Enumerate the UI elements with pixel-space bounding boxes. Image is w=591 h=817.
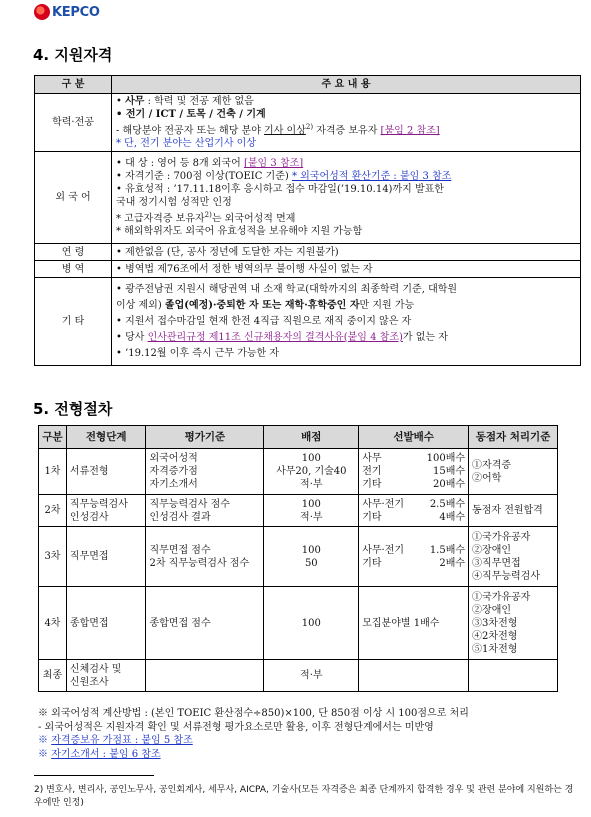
other-line-disqualify: • 당사 인사관리규정 제11조 신규채용자의 결격사유(붙임 4 참조)가 없는 자 bbox=[116, 331, 448, 343]
lang-line-valid: • 유효성적 : ’17.11.18이후 응시하고 접수 마감일(’19.10.14)까지 발표한 bbox=[116, 184, 444, 196]
other-line-region-cont: 이상 제외) 졸업(예정)·중퇴한 자 또는 재학·휴학중인 자만 지원 가능 bbox=[116, 299, 415, 311]
proc-header-score: 배점 bbox=[264, 426, 359, 449]
other-line-start: • ’19.12월 이후 즉시 근무 가능한 자 bbox=[116, 347, 280, 359]
note-language-calc: ※ 외국어성적 계산방법 : (본인 TOEIC 환산점수÷850)×100, 단 850점 이상 시 100점으로 처리 bbox=[38, 708, 469, 719]
qual-label-age: 연 령 bbox=[35, 244, 112, 261]
lang-line-criteria: • 자격기준 : 700점 이상(TOEIC 기준) * 외국어성적 환산기준 : 붙임 3 참조 bbox=[116, 171, 452, 183]
qual-header-category: 구 분 bbox=[35, 76, 112, 94]
attachment-6-link[interactable]: 자기소개서 : 붙임 6 참조 bbox=[51, 748, 161, 760]
kepco-logo-icon bbox=[34, 4, 50, 20]
section-title-procedure: 5. 전형절차 bbox=[33, 400, 113, 418]
note-self-intro: ※ 자기소개서 : 붙임 6 참조 bbox=[38, 748, 161, 760]
table-row: 2차 직무능력검사 인성검사 직무능력검사 점수 인성검사 결과 100 적·부 사무·전기 2.5배수 기타 4배수 동점자 전원합격 bbox=[39, 495, 558, 527]
qual-content-military: • 병역법 제76조에서 정한 병역의무 불이행 사실이 없는 자 bbox=[112, 261, 581, 278]
table-row: 4차 종합면접 종합면접 점수 100 모집분야별 1배수 ①국가유공자 ②장애인 ③3차전형 ④2차전형 ⑤1차전형 bbox=[39, 587, 558, 660]
other-line-employee: • 지원서 접수마감일 현재 한전 4직급 직원으로 재직 중이지 않은 자 bbox=[116, 315, 412, 327]
procedure-table bbox=[38, 425, 558, 692]
qual-label-other: 기 타 bbox=[35, 278, 112, 366]
conversion-standard-link[interactable]: * 외국어성적 환산기준 : 붙임 3 참조 bbox=[291, 171, 452, 183]
qual-label-language: 외 국 어 bbox=[35, 152, 112, 244]
footnote-divider bbox=[34, 775, 154, 776]
table-row: 1차 서류전형 외국어성적 자격증가점 자기소개서 100 사무20, 기술40 적·부 사무 100배수 전기 15배수 기타 20배수 ①자격증 ②어학 bbox=[39, 449, 558, 495]
proc-header-stage: 구분 bbox=[39, 426, 67, 449]
edu-line-major: - 해당분야 전공자 또는 해당 분야 기사 이상$^{2)}$ 자격증 보유자 [붙임 2 참조] bbox=[116, 123, 440, 137]
lang-line-overseas: * 해외학위자도 외국어 유효성적을 보유해야 지원 가능함 bbox=[116, 226, 363, 238]
qual-content-education bbox=[112, 94, 581, 152]
qual-content-other bbox=[112, 278, 581, 366]
proc-header-step: 전형단계 bbox=[66, 426, 146, 449]
note-language-usage: - 외국어성적은 지원자격 확인 및 서류전형 평가요소로만 활용, 이후 전형단계에서는 미반영 bbox=[38, 721, 434, 733]
proc-header-tie: 동점자 처리기준 bbox=[469, 426, 558, 449]
proc-header-criteria: 평가기준 bbox=[146, 426, 264, 449]
other-line-region: • 광주전남권 지원시 해당권역 내 소재 학교(대학까지의 최종학력 기준, 대학원 bbox=[116, 283, 458, 295]
kepco-logo-text: KEPCO bbox=[52, 4, 100, 20]
qual-content-age: • 제한없음 (단, 공사 정년에 도달한 자는 지원불가) bbox=[112, 244, 581, 261]
proc-header-ratio: 선발배수 bbox=[359, 426, 469, 449]
kepco-logo bbox=[34, 3, 100, 21]
lang-line-valid-cont: 국내 정기시험 성적만 인정 bbox=[116, 197, 232, 209]
lang-line-target: • 대 상 : 영어 등 8개 외국어 [붙임 3 참조] bbox=[116, 158, 304, 170]
table-row: 최종 신체검사 및 신원조사 적·부 bbox=[39, 660, 558, 692]
edu-line-office: • 사무 : 학력 및 전공 제한 없음 bbox=[116, 96, 254, 107]
qual-content-language bbox=[112, 152, 581, 244]
qualification-table bbox=[34, 75, 581, 366]
lang-line-exempt: * 고급자격증 보유자$^{2)}$는 외국어성적 면제 bbox=[116, 211, 296, 225]
attachment-2-link[interactable]: [붙임 2 참조] bbox=[380, 125, 440, 137]
qual-header-content: 주 요 내 용 bbox=[112, 76, 581, 94]
attachment-5-link[interactable]: 자격증보유 가점표 : 붙임 5 참조 bbox=[51, 735, 193, 746]
section-title-qualification: 4. 지원자격 bbox=[33, 46, 113, 64]
edu-line-tech: • 전기 / ICT / 토목 / 건축 / 기계 bbox=[116, 109, 266, 120]
footnote: 2) 변호사, 변리사, 공인노무사, 공인회계사, 세무사, AICPA, 기술사(모든 자격증은 최종 단계까지 합격한 경우 및 관련 분야에 지원하는 경우에만 인정) bbox=[34, 785, 574, 808]
table-row: 3차 직무면접 직무면접 점수 2차 직무능력검사 점수 100 50 사무·전기 1.5배수 기타 2배수 ①국가유공자 ②장애인 ③직무면접 ④직무능력검사 bbox=[39, 527, 558, 587]
procedure-notes bbox=[38, 707, 469, 761]
qual-label-education: 학력·전공 bbox=[35, 94, 112, 152]
note-certificate: ※ 자격증보유 가점표 : 붙임 5 참조 bbox=[38, 735, 193, 746]
attachment-4-link[interactable]: 인사관리규정 제11조 신규채용자의 결격사유(붙임 4 참조) bbox=[147, 331, 403, 343]
attachment-3-link[interactable]: [붙임 3 참조] bbox=[244, 158, 304, 170]
qual-label-military: 병 역 bbox=[35, 261, 112, 278]
edu-line-note: * 단, 전기 분야는 산업기사 이상 bbox=[116, 138, 256, 150]
